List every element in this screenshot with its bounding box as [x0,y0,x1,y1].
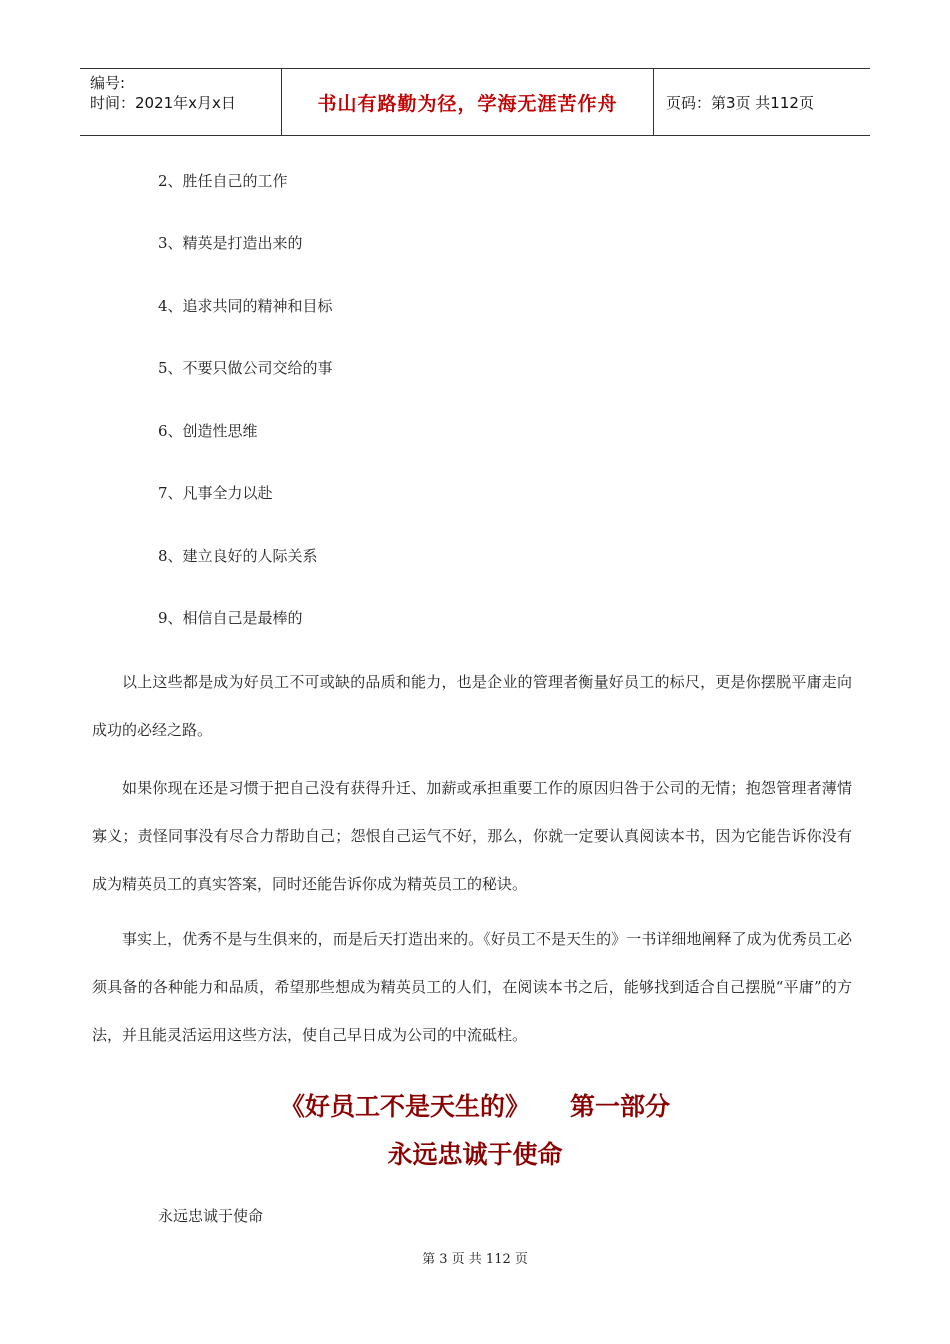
paragraph: 以上这些都是成为好员工不可或缺的品质和能力，也是企业的管理者衡量好员工的标尺，更是你摆脱平庸走向成功的必经之路。 [92,673,852,739]
paragraph: 如果你现在还是习惯于把自己没有获得升迁、加薪或承担重要工作的原因归咎于公司的无情；抱怨管理者薄情寡义；责怪同事没有尽合力帮助自己；怨恨自己运气不好，那么，你就一定要认真阅读本书，因为它能告诉你没有成为精英员工的真实答案，同时还能告诉你成为精英员工的秘诀。 [92,779,852,893]
list-item: 4、追求共同的精神和目标 [158,297,333,315]
time-line: 时间：2021年x月x日 [90,94,236,112]
header-motto: 书山有路勤为径，学海无涯苦作舟 [282,69,654,135]
closing-line: 永远忠诚于使命 [158,1207,264,1225]
list-item: 2、胜任自己的工作 [158,172,288,190]
list-item: 7、凡事全力以赴 [158,484,273,502]
list-item: 6、创造性思维 [158,422,258,440]
section-subtitle: 永远忠诚于使命 [387,1140,563,1169]
book-title: 《好员工不是天生的》 [279,1092,530,1121]
page-header [80,68,870,136]
header-page-info: 页码：第3页 共112页 [666,93,814,112]
list-item: 9、相信自己是最棒的 [158,609,303,627]
list-item: 5、不要只做公司交给的事 [158,359,333,377]
paragraph: 事实上，优秀不是与生俱来的，而是后天打造出来的。《好员工不是天生的》一书详细地阐释了成为优秀员工必须具备的各种能力和品质，希望那些想成为精英员工的人们，在阅读本书之后，能够找到适合自己摆脱“平庸”的方法，并且能灵活运用这些方法，使自己早日成为公司的中流砥柱。 [92,930,852,1044]
list-item: 3、精英是打造出来的 [158,234,303,252]
header-meta [80,69,282,135]
page-footer: 第 3 页 共 112 页 [422,1252,528,1267]
section-heading [0,1092,950,1122]
serial-label: 编号: [90,74,126,92]
list-item: 8、建立良好的人际关系 [158,547,318,565]
part-label: 第一部分 [570,1092,671,1121]
